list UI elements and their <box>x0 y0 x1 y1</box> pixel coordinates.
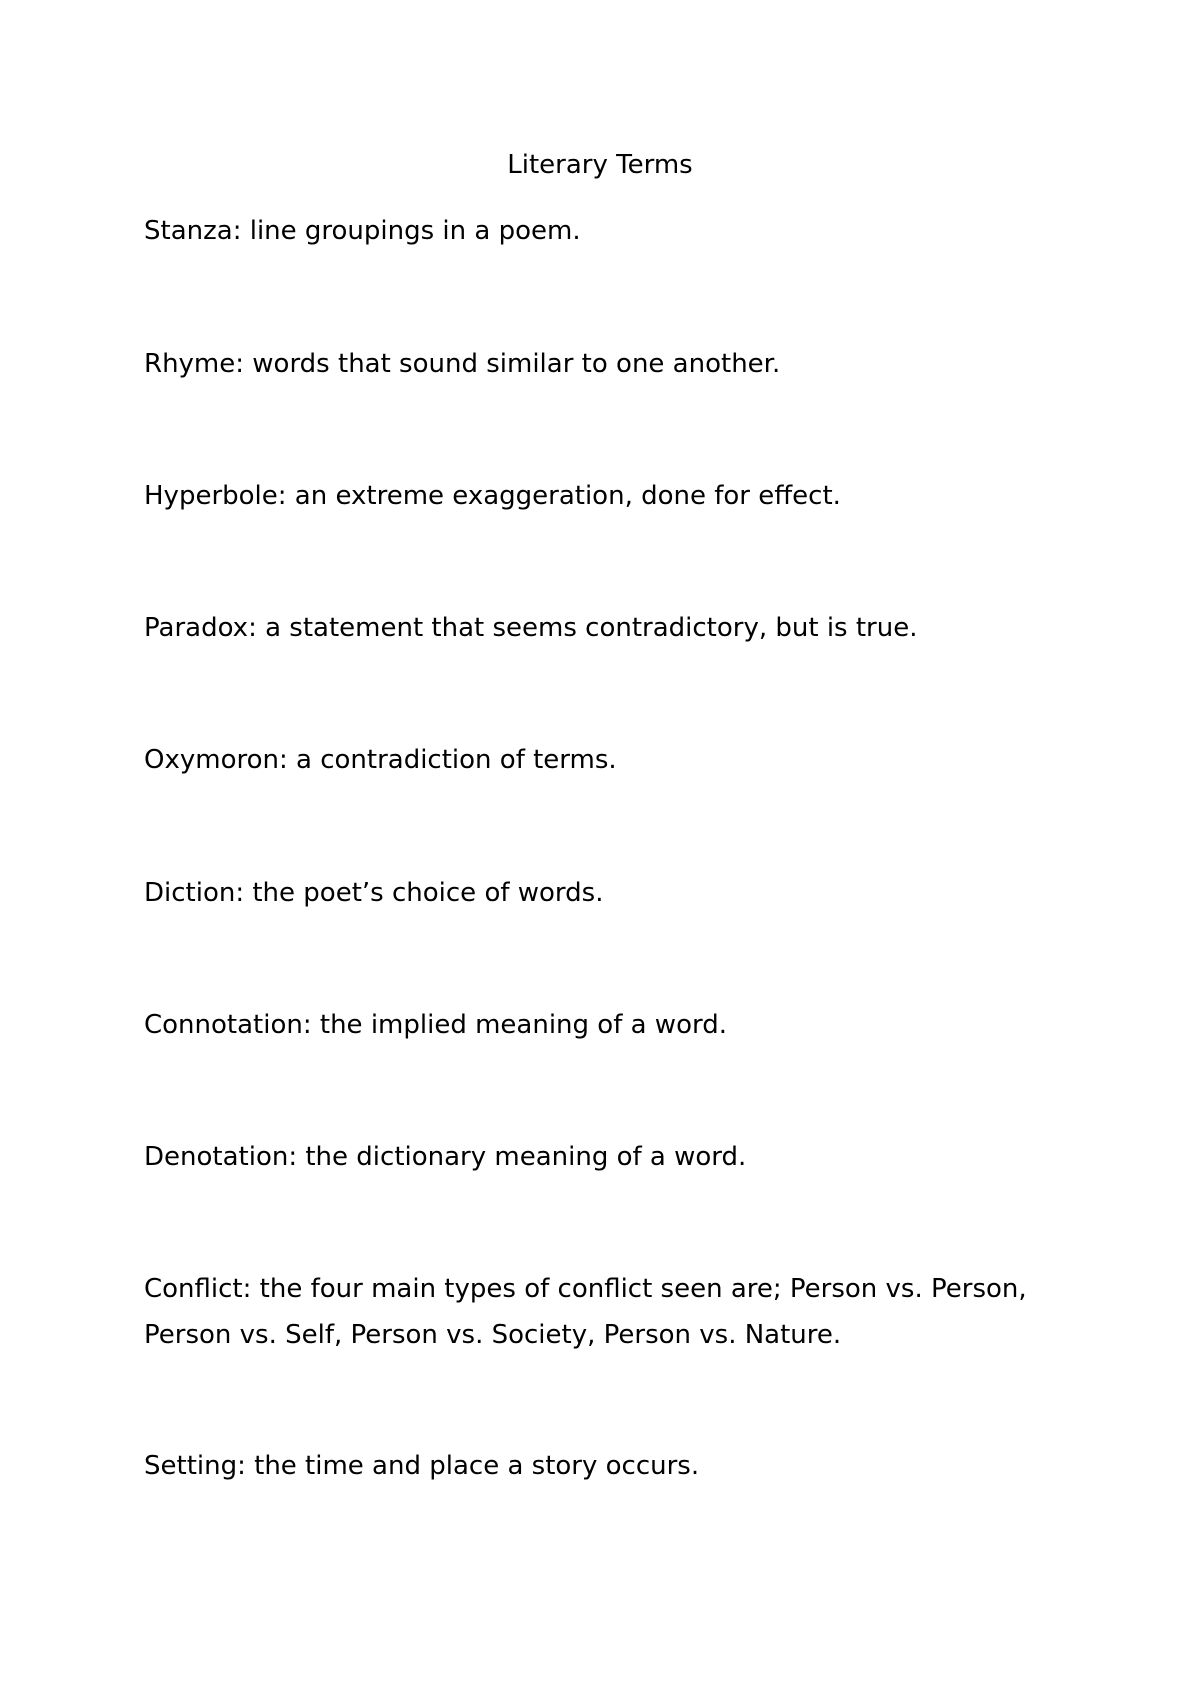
term-rhyme: Rhyme: words that sound similar to one another. <box>144 349 781 379</box>
page-title: Literary Terms <box>507 150 693 180</box>
term-connotation: Connotation: the implied meaning of a word. <box>144 1010 727 1040</box>
term-conflict-line-2: Person vs. Self, Person vs. Society, Person vs. Nature. <box>144 1320 842 1350</box>
term-stanza: Stanza: line groupings in a poem. <box>144 216 581 246</box>
term-conflict <box>144 1266 1084 1358</box>
term-oxymoron: Oxymoron: a contradiction of terms. <box>144 745 617 775</box>
term-conflict-line-1: Conflict: the four main types of conflict seen are; Person vs. Person, <box>144 1274 1027 1304</box>
term-denotation: Denotation: the dictionary meaning of a word. <box>144 1142 747 1172</box>
term-setting: Setting: the time and place a story occurs. <box>144 1451 700 1481</box>
term-paradox: Paradox: a statement that seems contradictory, but is true. <box>144 613 918 643</box>
term-hyperbole: Hyperbole: an extreme exaggeration, done for effect. <box>144 481 841 511</box>
term-diction: Diction: the poet’s choice of words. <box>144 878 604 908</box>
